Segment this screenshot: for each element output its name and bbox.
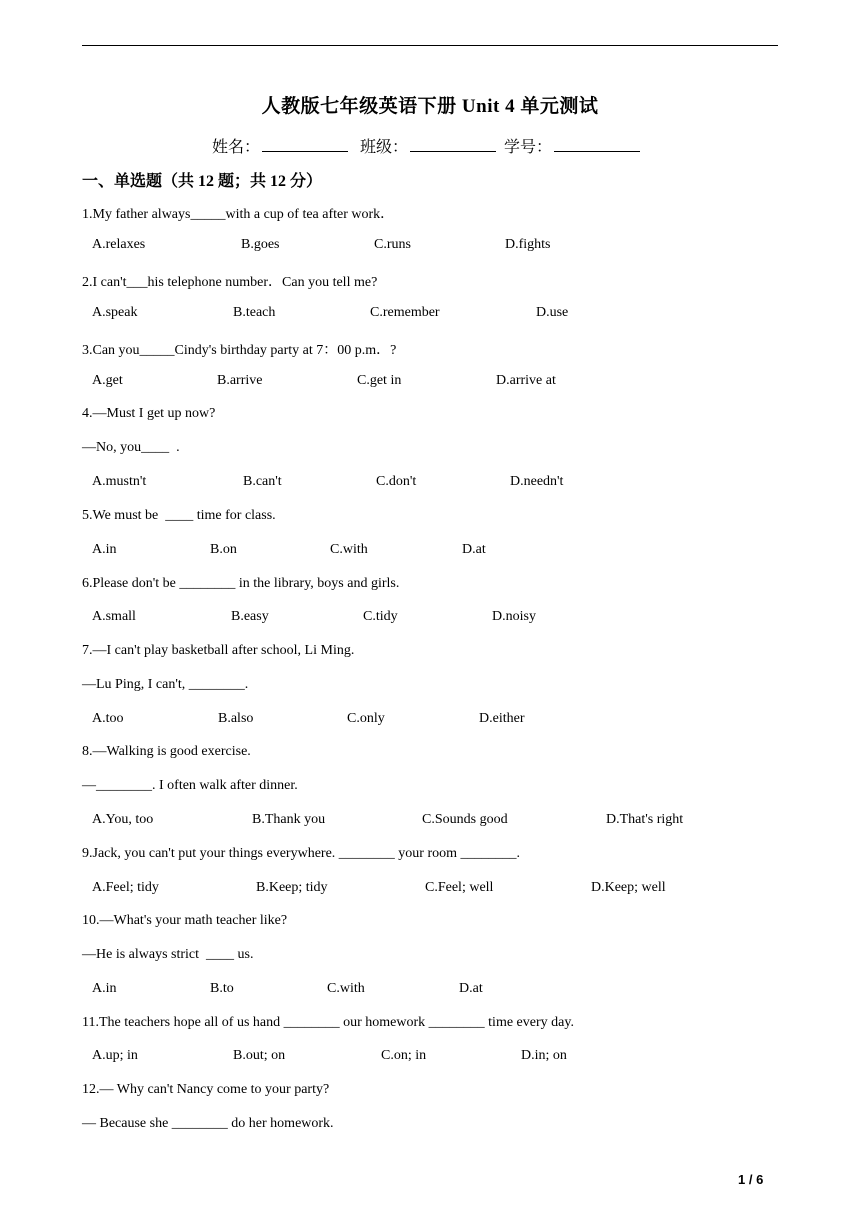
answer-option[interactable]: B.Keep; tidy xyxy=(256,880,328,895)
question-stem: 5.We must be ____ time for class. xyxy=(82,508,276,523)
question-reply: —________. I often walk after dinner. xyxy=(82,778,298,793)
answer-option[interactable]: A.get xyxy=(92,373,123,388)
answer-option[interactable]: B.arrive xyxy=(217,373,263,388)
answer-option[interactable]: A.up; in xyxy=(92,1048,138,1063)
answer-option[interactable]: C.Feel; well xyxy=(425,880,494,895)
answer-option[interactable]: D.Keep; well xyxy=(591,880,666,895)
answer-option[interactable]: B.to xyxy=(210,981,234,996)
answer-option[interactable]: C.get in xyxy=(357,373,402,388)
answer-option[interactable]: A.You, too xyxy=(92,812,154,827)
section-heading: 一、单选题（共 12 题；共 12 分） xyxy=(82,173,323,190)
question-reply: —Lu Ping, I can't, ________. xyxy=(82,677,249,692)
answer-option[interactable]: D.at xyxy=(459,981,483,996)
answer-option[interactable]: B.Thank you xyxy=(252,812,326,827)
question-reply: — Because she ________ do her homework. xyxy=(82,1116,334,1131)
question-stem: 12.— Why can't Nancy come to your party? xyxy=(82,1082,330,1097)
answer-option[interactable]: A.mustn't xyxy=(92,474,147,489)
answer-option[interactable]: B.out; on xyxy=(233,1048,286,1063)
answer-option[interactable]: D.at xyxy=(462,542,486,557)
answer-option[interactable]: A.in xyxy=(92,981,117,996)
answer-option[interactable]: D.needn't xyxy=(510,474,564,489)
question-stem: 11.The teachers hope all of us hand ________ our homework ________ time every day. xyxy=(82,1015,574,1030)
answer-option[interactable]: D.use xyxy=(536,305,569,320)
name-label: 姓名： xyxy=(211,139,260,156)
id-blank[interactable] xyxy=(554,137,640,152)
question-reply: —No, you____ . xyxy=(82,440,180,455)
page-number: 1 / 6 xyxy=(738,1172,764,1187)
answer-option[interactable]: C.only xyxy=(347,711,385,726)
answer-option[interactable]: A.too xyxy=(92,711,124,726)
student-info xyxy=(0,134,860,157)
answer-option[interactable]: B.on xyxy=(210,542,237,557)
question-stem: 1.My father always_____with a cup of tea after work． xyxy=(82,207,395,222)
question-reply: —He is always strict ____ us. xyxy=(82,947,254,962)
answer-option[interactable]: B.teach xyxy=(233,305,276,320)
answer-option[interactable]: C.on; in xyxy=(381,1048,427,1063)
answer-option[interactable]: A.small xyxy=(92,609,136,624)
answer-option[interactable]: B.also xyxy=(218,711,254,726)
question-stem: 2.I can't___his telephone number．Can you tell me? xyxy=(82,275,378,290)
question-stem: 9.Jack, you can't put your things everywhere. ________ your room ________. xyxy=(82,846,520,861)
question-stem: 3.Can you_____Cindy's birthday party at 7：00 p.m．? xyxy=(82,343,397,358)
answer-option[interactable]: D.in; on xyxy=(521,1048,567,1063)
answer-option[interactable]: D.That's right xyxy=(606,812,684,827)
question-stem: 4.—Must I get up now? xyxy=(82,406,216,421)
answer-option[interactable]: C.don't xyxy=(376,474,417,489)
answer-option[interactable]: B.easy xyxy=(231,609,269,624)
answer-option[interactable]: C.runs xyxy=(374,237,411,252)
answer-option[interactable]: D.arrive at xyxy=(496,373,556,388)
answer-option[interactable]: C.with xyxy=(327,981,365,996)
answer-option[interactable]: D.either xyxy=(479,711,525,726)
answer-option[interactable]: D.noisy xyxy=(492,609,536,624)
question-stem: 10.—What's your math teacher like? xyxy=(82,913,288,928)
page-title: 人教版七年级英语下册 Unit 4 单元测试 xyxy=(261,96,599,117)
question-stem: 8.—Walking is good exercise. xyxy=(82,744,251,759)
name-blank[interactable] xyxy=(262,137,348,152)
class-label: 班级： xyxy=(359,139,408,156)
answer-option[interactable]: C.with xyxy=(330,542,368,557)
header-rule xyxy=(82,45,778,46)
answer-option[interactable]: A.Feel; tidy xyxy=(92,880,159,895)
answer-option[interactable]: A.in xyxy=(92,542,117,557)
answer-option[interactable]: A.speak xyxy=(92,305,138,320)
question-stem: 7.—I can't play basketball after school, Li Ming. xyxy=(82,643,355,658)
answer-option[interactable]: D.fights xyxy=(505,237,551,252)
id-label: 学号： xyxy=(504,139,553,156)
question-stem: 6.Please don't be ________ in the library, boys and girls. xyxy=(82,576,400,591)
answer-option[interactable]: B.can't xyxy=(243,474,282,489)
answer-option[interactable]: C.tidy xyxy=(363,609,398,624)
answer-option[interactable]: C.Sounds good xyxy=(422,812,508,827)
class-blank[interactable] xyxy=(410,137,496,152)
answer-option[interactable]: C.remember xyxy=(370,305,440,320)
answer-option[interactable]: B.goes xyxy=(241,237,280,252)
answer-option[interactable]: A.relaxes xyxy=(92,237,146,252)
